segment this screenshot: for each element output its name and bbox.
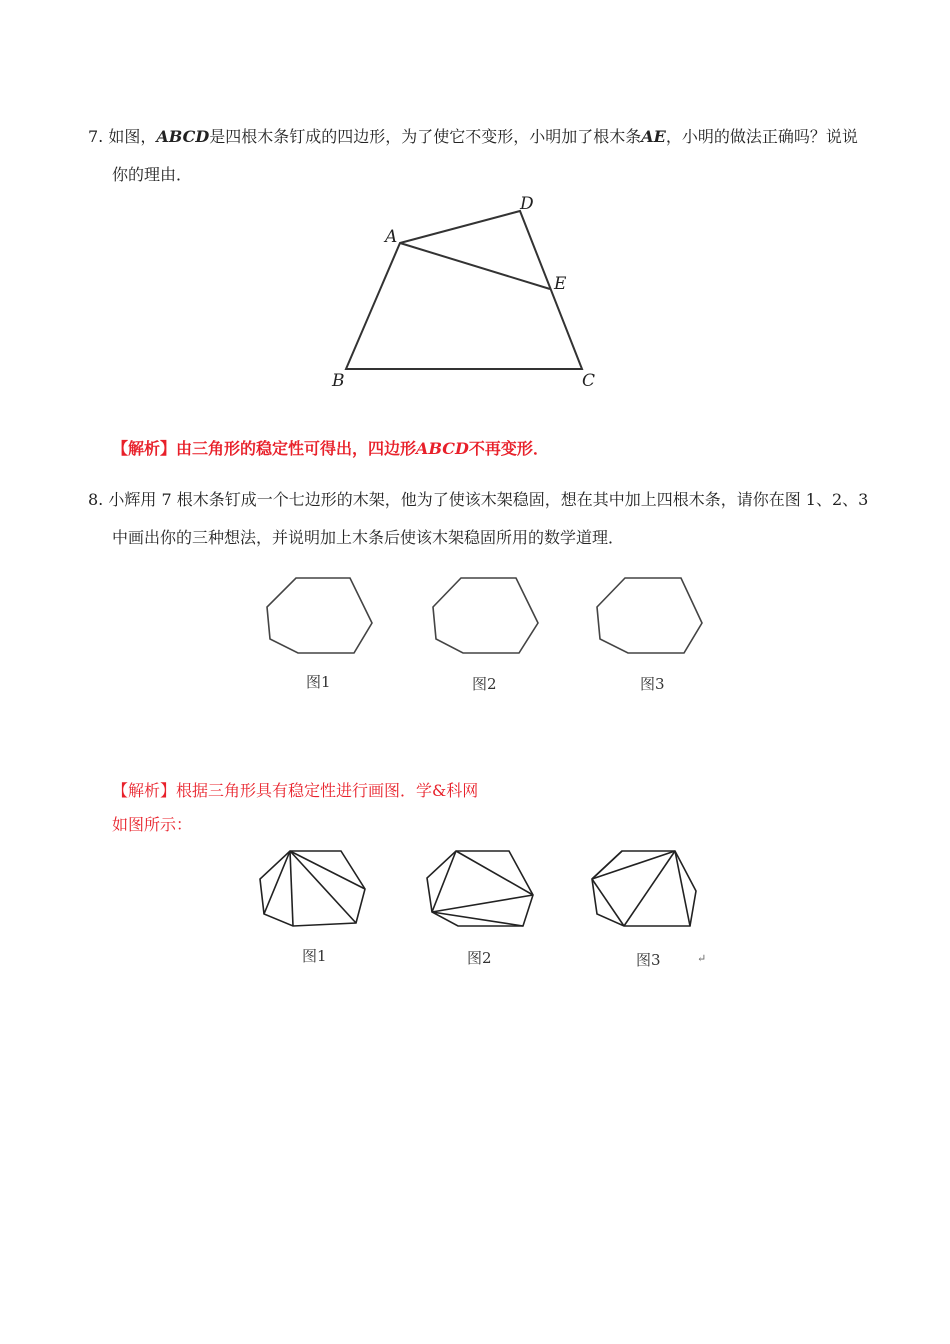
q7-ae: AE xyxy=(641,127,666,146)
label-d: D xyxy=(520,194,534,214)
q7-answer-text-a: 由三角形的稳定性可得出，四边形 xyxy=(176,439,417,458)
q7-abcd: ABCD xyxy=(156,127,210,146)
q7-line-2: 你的理由． xyxy=(112,165,193,184)
q7-answer-tag: 【解析】 xyxy=(112,439,177,458)
q7-answer-abcd: ABCD xyxy=(416,439,469,458)
q8-line-2: 中画出你的三种想法，并说明加上木条后使该木架稳固所用的数学道理． xyxy=(112,528,625,547)
q7-answer-text-b: 不再变形． xyxy=(468,439,549,458)
solution-2-heptagon xyxy=(427,851,533,926)
q7-text-b: 是四根木条钉成的四边形，为了使它不变形，小明加了根木条 xyxy=(209,127,642,146)
fig3-caption: 图3 xyxy=(640,675,665,693)
solution-1-caption: 图1 xyxy=(302,947,327,965)
q8-text-1: 小辉用 7 根木条钉成一个七边形的木架，他为了使该木架稳固，想在其中加上四根木条，请你在图 1、2、3 xyxy=(108,490,869,509)
q8-number: 8. xyxy=(88,490,104,509)
q7-number: 7. xyxy=(88,127,104,146)
fig1-caption: 图1 xyxy=(306,673,331,691)
q8-answer-line-2: 如图所示： xyxy=(112,815,193,834)
solution-2-caption: 图2 xyxy=(467,949,492,967)
label-a: A xyxy=(385,227,398,247)
label-e: E xyxy=(554,274,567,294)
solution-3-caption: 图3 xyxy=(636,951,661,969)
return-mark-icon: ↵ xyxy=(697,952,707,965)
q7-text-a: 如图， xyxy=(108,127,157,146)
fig2-caption: 图2 xyxy=(472,675,497,693)
q8-answer-tag: 【解析】 xyxy=(112,781,177,800)
q8-answer-text: 根据三角形具有稳定性进行画图．学&科网 xyxy=(176,781,479,800)
q7-text-c: ，小明的做法正确吗？说说 xyxy=(665,127,858,146)
label-c: C xyxy=(582,371,596,391)
label-b: B xyxy=(332,371,345,391)
